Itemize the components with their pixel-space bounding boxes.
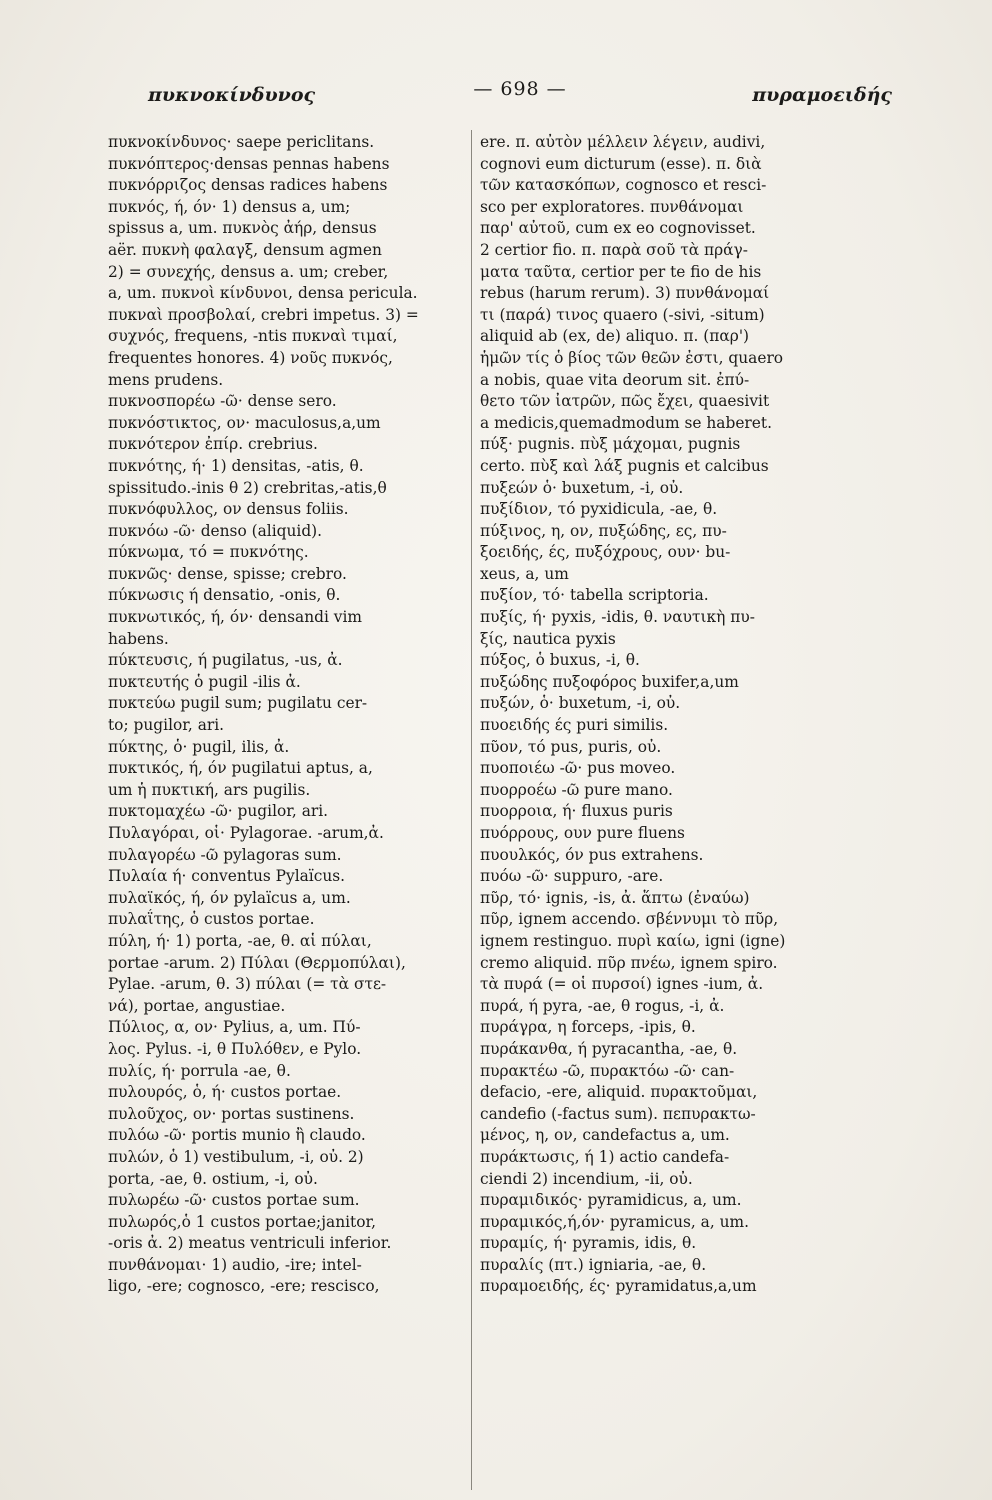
dictionary-line: μένος, η, ον, candefactus a, um. [480,1126,730,1145]
dictionary-line: portae -arum. 2) Πύλαι (Θερμοπύλαι), [108,953,406,972]
column-divider [471,130,472,1490]
dictionary-line: πυλοῦχος, ον· portas sustinens. [108,1104,355,1123]
dictionary-line: ligo, -ere; cognosco, -ere; rescisco, [108,1277,380,1296]
dictionary-line: πυξίδιον, τό pyxidicula, -ae, θ. [480,500,718,519]
dictionary-line: πυκνότερον ἐπίρ. crebrius. [108,435,318,454]
dictionary-line: a nobis, quae vita deorum sit. ἐπύ- [480,370,750,389]
dictionary-line: habens. [108,629,169,648]
dictionary-line: πυκνῶς· dense, spisse; crebro. [108,564,347,583]
left-column [108,132,458,1298]
dictionary-line: πῦρ, τό· ignis, -is, ἀ. ἅπτω (ἐναύω) [480,888,750,907]
dictionary-line: πυκνόω -ῶ· denso (aliquid). [108,521,323,540]
dictionary-line: πυλωρέω -ῶ· custos portae sum. [108,1191,360,1210]
dictionary-line: a, um. πυκνοὶ κίνδυνοι, densa pericula. [108,284,418,303]
dictionary-line: πυξώδης πυξοφόρος buxifer,a,um [480,672,739,691]
dictionary-line: a medicis,quemadmodum se haberet. [480,413,772,432]
dictionary-line: πύξ· pugnis. πὺξ μάχομαι, pugnis [480,435,741,454]
dictionary-line: πυλών, ὁ 1) vestibulum, -i, οὐ. 2) [108,1147,364,1166]
dictionary-line: ξοειδής, ές, πυξόχρους, ουν· bu- [480,543,731,562]
dictionary-line: πυραλίς (πτ.) igniaria, -ae, θ. [480,1255,707,1274]
header-right-catchword: πυραμοειδής [752,84,892,106]
dictionary-line: πυρακτέω -ῶ, πυρακτόω -ῶ· can- [480,1061,735,1080]
dictionary-line: πυκνωτικός, ή, όν· densandi vim [108,608,362,627]
dictionary-line: τὰ πυρά (= οἱ πυρσοί) ignes -ium, ἀ. [480,975,764,994]
dictionary-line: πυραμικός,ή,όν· pyramicus, a, um. [480,1212,750,1231]
dictionary-line: πυόω -ῶ· suppuro, -are. [480,867,664,886]
dictionary-line: to; pugilor, ari. [108,716,225,735]
dictionary-line: πυλουρός, ὁ, ή· custos portae. [108,1083,342,1102]
dictionary-line: ere. π. αὐτὸν μέλλειν λέγειν, audivi, [480,133,766,151]
dictionary-line: πύκνωμα, τό = πυκνότης. [108,543,309,562]
dictionary-line: 2 certior fio. π. παρὰ σοῦ τὰ πράγ- [480,240,748,259]
dictionary-line: πύξος, ὁ buxus, -i, θ. [480,651,640,670]
dictionary-line: πυοποιέω -ῶ· pus moveo. [480,759,676,778]
dictionary-line: ignem restinguo. πυρὶ καίω, igni (igne) [480,931,786,950]
dictionary-line: πύξινος, η, ον, πυξώδης, ες, πυ- [480,521,727,540]
dictionary-line: defacio, -ere, aliquid. πυρακτοῦμαι, [480,1083,758,1102]
dictionary-line: πυκτομαχέω -ῶ· pugilor, ari. [108,802,329,821]
dictionary-line: νά), portae, angustiae. [108,996,286,1015]
dictionary-line: λος. Pylus. -i, θ Πυλόθεν, e Pylo. [108,1039,362,1058]
dictionary-line: πυραμιδικός· pyramidicus, a, um. [480,1191,742,1210]
dictionary-line: πυράκτωσις, ή 1) actio candefa- [480,1147,730,1166]
dictionary-line: um ἡ πυκτική, ars pugilis. [108,780,311,799]
dictionary-line: πυλαγορέω -ῶ pylagoras sum. [108,845,342,864]
dictionary-line: πυνθάνομαι· 1) audio, -ire; intel- [108,1255,362,1274]
dictionary-line: cremo aliquid. πῦρ πνέω, ignem spiro. [480,953,778,972]
dictionary-line: πύκνωσις ή densatio, -onis, θ. [108,586,341,605]
dictionary-line: πυξίς, ή· pyxis, -idis, θ. ναυτικὴ πυ- [480,608,755,627]
dictionary-line: Πυλαγόραι, οἱ· Pylagorae. -arum,ἀ. [108,824,384,842]
dictionary-line: πυξεών ὁ· buxetum, -i, οὐ. [480,478,684,497]
dictionary-line: Πυλαία ή· conventus Pylaïcus. [108,867,346,886]
dictionary-line: ciendi 2) incendium, -ii, οὐ. [480,1169,693,1188]
dictionary-line: πυρά, ή pyra, -ae, θ rogus, -i, ἀ. [480,996,725,1015]
dictionary-line: πυκνόπτερος·densas pennas habens [108,154,390,173]
dictionary-line: rebus (harum rerum). 3) πυνθάνομαί [480,284,770,303]
dictionary-line: πυόρρους, ουν pure fluens [480,824,685,842]
dictionary-line: πυξίον, τό· tabella scriptoria. [480,586,709,605]
dictionary-line: spissitudo.-inis θ 2) crebritas,-atis,θ [108,478,387,497]
dictionary-line: πυλαϊκός, ή, όν pylaïcus a, um. [108,888,351,907]
dictionary-line: πυκναὶ προσβολαί, crebri impetus. 3) = [108,305,419,324]
dictionary-line: πυκνόφυλλος, ον densus foliis. [108,500,349,519]
dictionary-line: frequentes honores. 4) νοῦς πυκνός, [108,348,393,367]
header-left-catchword: πυκνοκίνδυνος [148,84,316,106]
dictionary-line: Pylae. -arum, θ. 3) πύλαι (= τὰ στε- [108,975,387,994]
dictionary-line: spissus a, um. πυκνὸς ἀήρ, densus [108,219,377,238]
dictionary-line: porta, -ae, θ. ostium, -i, οὐ. [108,1169,318,1188]
dictionary-line: ματα ταῦτα, certior per te fio de his [480,262,762,281]
dictionary-line: πύκτευσις, ή pugilatus, -us, ἀ. [108,651,343,670]
dictionary-line: ἡμῶν τίς ὁ βίος τῶν θεῶν ἐστι, quaero [480,348,784,367]
dictionary-line: πυράγρα, η forceps, -ipis, θ. [480,1018,696,1037]
dictionary-line: τῶν κατασκόπων, cognosco et resci- [480,176,767,195]
dictionary-line: πυοειδής ές puri similis. [480,716,669,735]
dictionary-line: candefio (-factus sum). πεπυρακτω- [480,1104,756,1123]
dictionary-line: πυορροια, ή· fluxus puris [480,802,673,821]
dictionary-line: πυραμίς, ή· pyramis, idis, θ. [480,1234,697,1253]
dictionary-line: πυλωρός,ὁ 1 custos portae;janitor, [108,1212,377,1231]
dictionary-line: πυκτικός, ή, όν pugilatui aptus, a, [108,759,373,778]
page-number: — 698 — [473,78,567,100]
dictionary-line: θετο τῶν ἰατρῶν, πῶς ἔχει, quaesivit [480,392,770,411]
dictionary-line: παρ' αὐτοῦ, cum ex eo cognovisset. [480,219,756,238]
dictionary-line: sco per exploratores. πυνθάνομαι [480,197,744,216]
dictionary-line: πυκνοσπορέω -ῶ· dense sero. [108,392,337,411]
dictionary-line: aër. πυκνὴ φαλαγξ, densum agmen [108,240,382,259]
dictionary-line: cognovi eum dicturum (esse). π. διὰ [480,154,762,173]
dictionary-line: mens prudens. [108,370,224,389]
dictionary-line: πύλη, ή· 1) porta, -ae, θ. αἱ πύλαι, [108,931,372,950]
dictionary-line: aliquid ab (ex, de) aliquo. π. (παρ') [480,327,750,346]
dictionary-line: πυκτευτής ὁ pugil -ilis ἀ. [108,672,301,691]
dictionary-line: πυκνός, ή, όν· 1) densus a, um; [108,197,351,216]
dictionary-line: πυξών, ὁ· buxetum, -i, οὐ. [480,694,681,713]
dictionary-line: 2) = συνεχής, densus a. um; creber, [108,262,389,281]
dictionary-line: -oris ἀ. 2) meatus ventriculi inferior. [108,1234,392,1253]
dictionary-line: πυκτεύω pugil sum; pugilatu cer- [108,694,368,713]
dictionary-line: Πύλιος, α, ον· Pylius, a, um. Πύ- [108,1018,361,1037]
dictionary-line: πύκτης, ὁ· pugil, ilis, ἀ. [108,737,290,756]
dictionary-line: πυλαΐτης, ὁ custos portae. [108,910,315,929]
dictionary-line: πῦρ, ignem accendo. σβέννυμι τὸ πῦρ, [480,910,779,929]
dictionary-line: πυκνότης, ή· 1) densitas, -atis, θ. [108,456,364,475]
dictionary-line: πυουλκός, όν pus extrahens. [480,845,704,864]
dictionary-line: πυκνόστικτος, ον· maculosus,a,um [108,413,381,432]
dictionary-line: certo. πὺξ καὶ λάξ pugnis et calcibus [480,456,769,475]
dictionary-line: πυραμοειδής, ές· pyramidatus,a,um [480,1277,757,1296]
dictionary-line: τι (παρά) τινος quaero (-sivi, -situm) [480,305,765,324]
dictionary-line: πυκνοκίνδυνος· saepe periclitans. [108,133,375,151]
dictionary-line: πῦον, τό pus, puris, οὐ. [480,737,662,756]
dictionary-line: πυλίς, ή· porrula -ae, θ. [108,1061,291,1080]
right-column [480,132,875,1298]
dictionary-line: πυράκανθα, ή pyracantha, -ae, θ. [480,1039,738,1058]
dictionary-line: πυκνόρριζος densas radices habens [108,176,388,195]
dictionary-line: xeus, a, um [480,564,569,583]
page-header [140,78,900,108]
dictionary-line: ξίς, nautica pyxis [480,629,616,648]
dictionary-line: συχνός, frequens, -ntis πυκναὶ τιμαί, [108,327,398,346]
dictionary-line: πυορροέω -ῶ pure mano. [480,780,673,799]
dictionary-line: πυλόω -ῶ· portis munio ἢ claudo. [108,1126,366,1145]
